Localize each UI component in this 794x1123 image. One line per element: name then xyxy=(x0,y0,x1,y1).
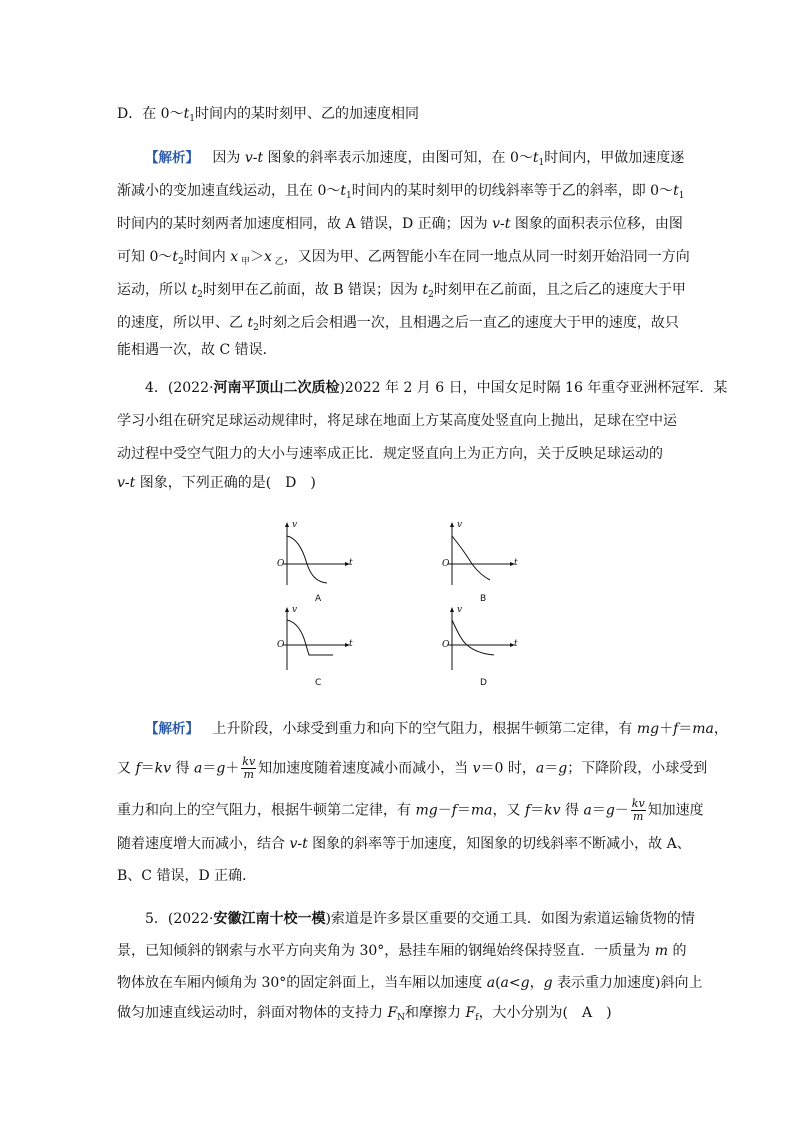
q4-line4: v-t 图象，下列正确的是( D ) xyxy=(117,475,316,491)
analysis1-line5: 运动，所以 $t_2$时刻甲在乙前面，故 B 错误；因为 $t_2$时刻甲在乙前面，且之后乙的速度大于甲 xyxy=(117,282,686,300)
analysis1-line2: 渐减小的变加速直线运动，且在 $0\sim t_1$时间内的某时刻甲的切线斜率等于乙的斜率，即 $0\sim t_1$ xyxy=(117,183,685,201)
q4-line1: 4．(2022·河南平顶山二次质检)2022 年 2 月 6 日，中国女足时隔 16 年重夺亚洲杯冠军．某 xyxy=(145,380,728,396)
option-d: D．在 $0\sim t_1$时间内的某时刻甲、乙的加速度相同 xyxy=(117,106,419,124)
analysis1-line4: 可知 $0\sim t_2$时间内 x $_甲$＞x $_乙$，又因为甲、乙两智能小车在同一地点从同一时刻开始沿同一方向 xyxy=(117,249,690,267)
q4-line2: 学习小组在研究足球运动规律时，将足球在地面上方某高度处竖直向上抛出，足球在空中运 xyxy=(117,413,677,429)
analysis1-line6: 的速度，所以甲、乙 $t_2$时刻之后会相遇一次，且相遇之后一直乙的速度大于甲的速度，故只 xyxy=(117,315,679,333)
analysis2-line3: 重力和向上的空气阻力，根据牛顿第二定律，有 mg－f＝ma，又 f＝kv 得 a＝g－ $\frac{kv}{m}$ 知加速度 xyxy=(117,797,704,823)
analysis1-line3: 时间内的某时刻两者加速度相同，故 A 错误，D 正确；因为 v-t 图象的面积表示位移，由图 xyxy=(117,216,683,232)
analysis2-line1: 【解析】 上升阶段，小球受到重力和向下的空气阻力，根据牛顿第二定律，有 mg＋f＝ma， xyxy=(145,721,728,737)
graph-label-d: D xyxy=(480,678,487,688)
q4-line3: 动过程中受空气阻力的大小与速率成正比．规定竖直向上为正方向，关于反映足球运动的 xyxy=(117,446,663,462)
analysis2-line2: 又 f＝kv 得 a＝g＋ $\frac{kv}{m}$ 知加速度随着速度减小而减小，当 v＝0 时，a＝g；下降阶段，小球受到 xyxy=(117,755,708,781)
fraction-kv-m: $\frac{kv}{m}$ xyxy=(242,755,256,781)
analysis2-line4: 随着速度增大而减小，结合 v-t 图象的斜率等于加速度，知图象的切线斜率不断减小，故 A、 xyxy=(117,836,691,852)
q5-line1: 5．(2022·安徽江南十校一模)索道是许多景区重要的交通工具．如图为索道运输货物的情 xyxy=(145,911,695,927)
q5-line3: 物体放在车厢内倾角为 30°的固定斜面上，当车厢以加速度 a(a<g，g 表示重力加速度)斜向上 xyxy=(117,975,703,991)
graph-label-b: B xyxy=(480,594,487,604)
graph-label-c: C xyxy=(315,678,322,688)
graph-b: v t O xyxy=(440,520,520,590)
analysis2-line5: B、C 错误，D 正确． xyxy=(117,868,257,884)
q5-line2: 景，已知倾斜的钢索与水平方向夹角为 30°，悬挂车厢的钢绳始终保持竖直．一质量为 m 的 xyxy=(117,943,687,959)
graph-d: v t O xyxy=(440,605,520,675)
q5-line4: 做匀加速直线运动时，斜面对物体的支持力 $F_N$和摩擦力 $F_f$，大小分别为( A ) xyxy=(117,1005,612,1023)
analysis-tag: 【解析】 xyxy=(145,150,199,166)
analysis1-line1: 【解析】 因为 v-t 图象的斜率表示加速度，由图可知，在 $0\sim t_1$时间内，甲做加速度逐 xyxy=(145,150,685,168)
graph-a: v t O xyxy=(275,520,355,590)
graph-c: v t O xyxy=(275,605,355,675)
analysis1-line7: 能相遇一次，故 C 错误． xyxy=(117,342,277,358)
fraction-kv-m-2: $\frac{kv}{m}$ xyxy=(631,797,645,823)
graph-label-a: A xyxy=(315,594,322,604)
